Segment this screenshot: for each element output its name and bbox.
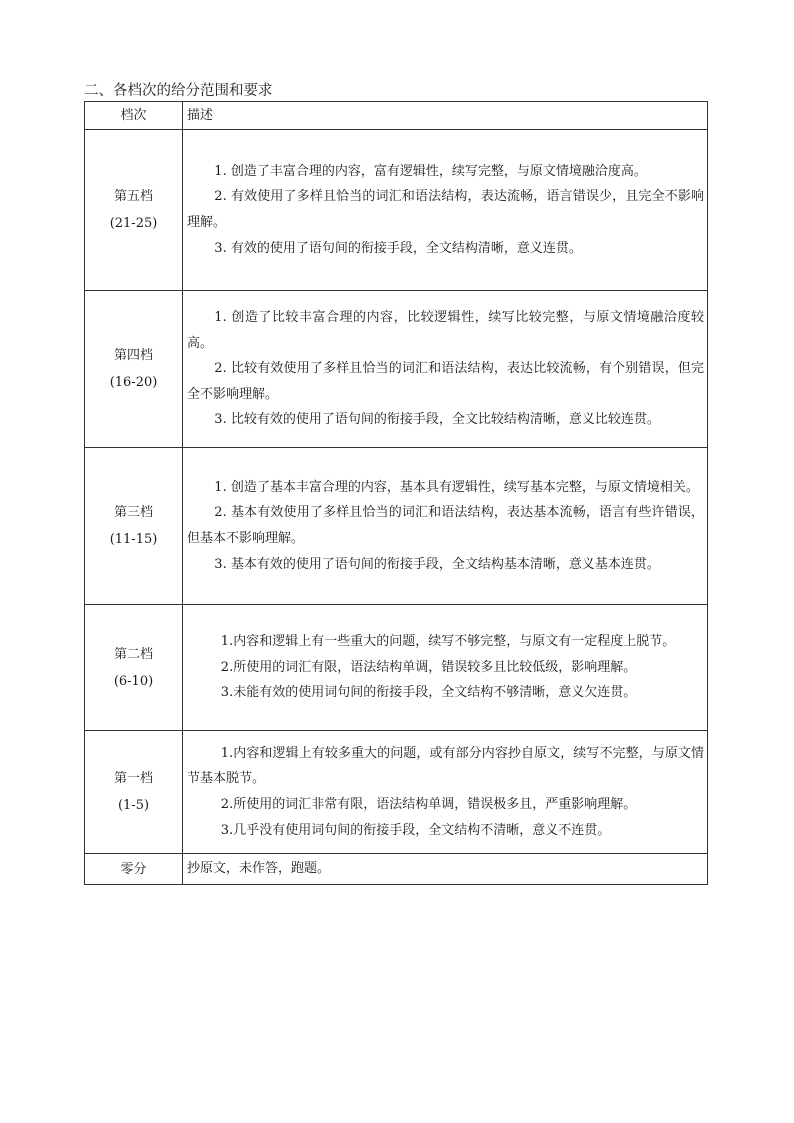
- criterion: 3.几乎没有使用词句间的衔接手段，全文结构不清晰，意义不连贯。: [220, 822, 611, 838]
- criterion: 2. 比较有效使用了多样且恰当的词汇和语法结构，表达比较流畅，有个别错误，但完全不影响理解。: [187, 361, 704, 402]
- level-name: 第五档: [113, 189, 153, 204]
- level-range: (11-15): [109, 532, 158, 547]
- level-range: (6-10): [113, 673, 154, 689]
- header-level: 档次: [85, 102, 183, 130]
- level-name: 第二档: [113, 646, 153, 662]
- criterion: 抄原文，未作答，跑题。: [187, 861, 331, 877]
- criterion: 1. 创造了基本丰富合理的内容，基本具有逻辑性，续写基本完整，与原文情境相关。: [214, 479, 699, 495]
- level-name: 零分: [120, 861, 147, 877]
- level-name: 第三档: [113, 505, 153, 520]
- level-cell: [85, 130, 183, 291]
- criterion: 1. 创造了丰富合理的内容，富有逻辑性，续写完整，与原文情境融洽度高。: [214, 163, 647, 179]
- table-row: [85, 291, 708, 448]
- criterion: 1. 创造了比较丰富合理的内容，比较逻辑性，续写比较完整，与原文情境融洽度较高。: [187, 310, 704, 351]
- criterion: 2. 基本有效使用了多样且恰当的词汇和语法结构，表达基本流畅，语言有些许错误，但基本不影响理解。: [187, 505, 704, 546]
- criterion: 1.内容和逻辑上有一些重大的问题，续写不够完整，与原文有一定程度上脱节。: [220, 634, 676, 650]
- description-cell: [183, 731, 708, 854]
- level-cell: [85, 731, 183, 854]
- description-cell: [183, 448, 708, 605]
- section-title: 二、各档次的给分范围和要求: [84, 83, 273, 99]
- level-cell: [85, 605, 183, 731]
- level-range: (1-5): [117, 798, 150, 813]
- table-row: [85, 854, 708, 885]
- level-name: 第一档: [113, 771, 153, 786]
- description-cell: [183, 291, 708, 448]
- level-name: 第四档: [113, 348, 153, 363]
- level-cell: [85, 291, 183, 448]
- level-range: (21-25): [109, 216, 158, 231]
- table-header-row: [85, 102, 708, 130]
- table-row: [85, 448, 708, 605]
- criterion: 2. 有效使用了多样且恰当的词汇和语法结构，表达流畅，语言错误少，且完全不影响理解。: [187, 189, 704, 230]
- criterion: 3. 有效的使用了语句间的衔接手段，全文结构清晰，意义连贯。: [214, 240, 582, 256]
- header-description: 描述: [183, 102, 708, 130]
- level-cell: [85, 854, 183, 885]
- description-cell: [183, 854, 708, 885]
- criterion: 2.所使用的词汇非常有限，语法结构单调，错误极多且，严重影响理解。: [220, 797, 637, 812]
- scoring-rubric-table: [84, 101, 708, 885]
- description-cell: [183, 130, 708, 291]
- level-range: (16-20): [109, 375, 158, 390]
- table-row: [85, 130, 708, 291]
- table-row: [85, 605, 708, 731]
- criterion: 1.内容和逻辑上有较多重大的问题，或有部分内容抄自原文，续写不完整，与原文情节基本脱节。: [187, 745, 704, 787]
- description-cell: [183, 605, 708, 731]
- table-row: [85, 731, 708, 854]
- criterion: 3. 基本有效的使用了语句间的衔接手段，全文结构基本清晰，意义基本连贯。: [214, 556, 660, 572]
- criterion: 3.未能有效的使用词句间的衔接手段，全文结构不够清晰，意义欠连贯。: [220, 685, 637, 701]
- level-cell: [85, 448, 183, 605]
- criterion: 3. 比较有效的使用了语句间的衔接手段，全文比较结构清晰，意义比较连贯。: [214, 412, 660, 428]
- criterion: 2.所使用的词汇有限，语法结构单调，错误较多且比较低级，影响理解。: [220, 659, 637, 675]
